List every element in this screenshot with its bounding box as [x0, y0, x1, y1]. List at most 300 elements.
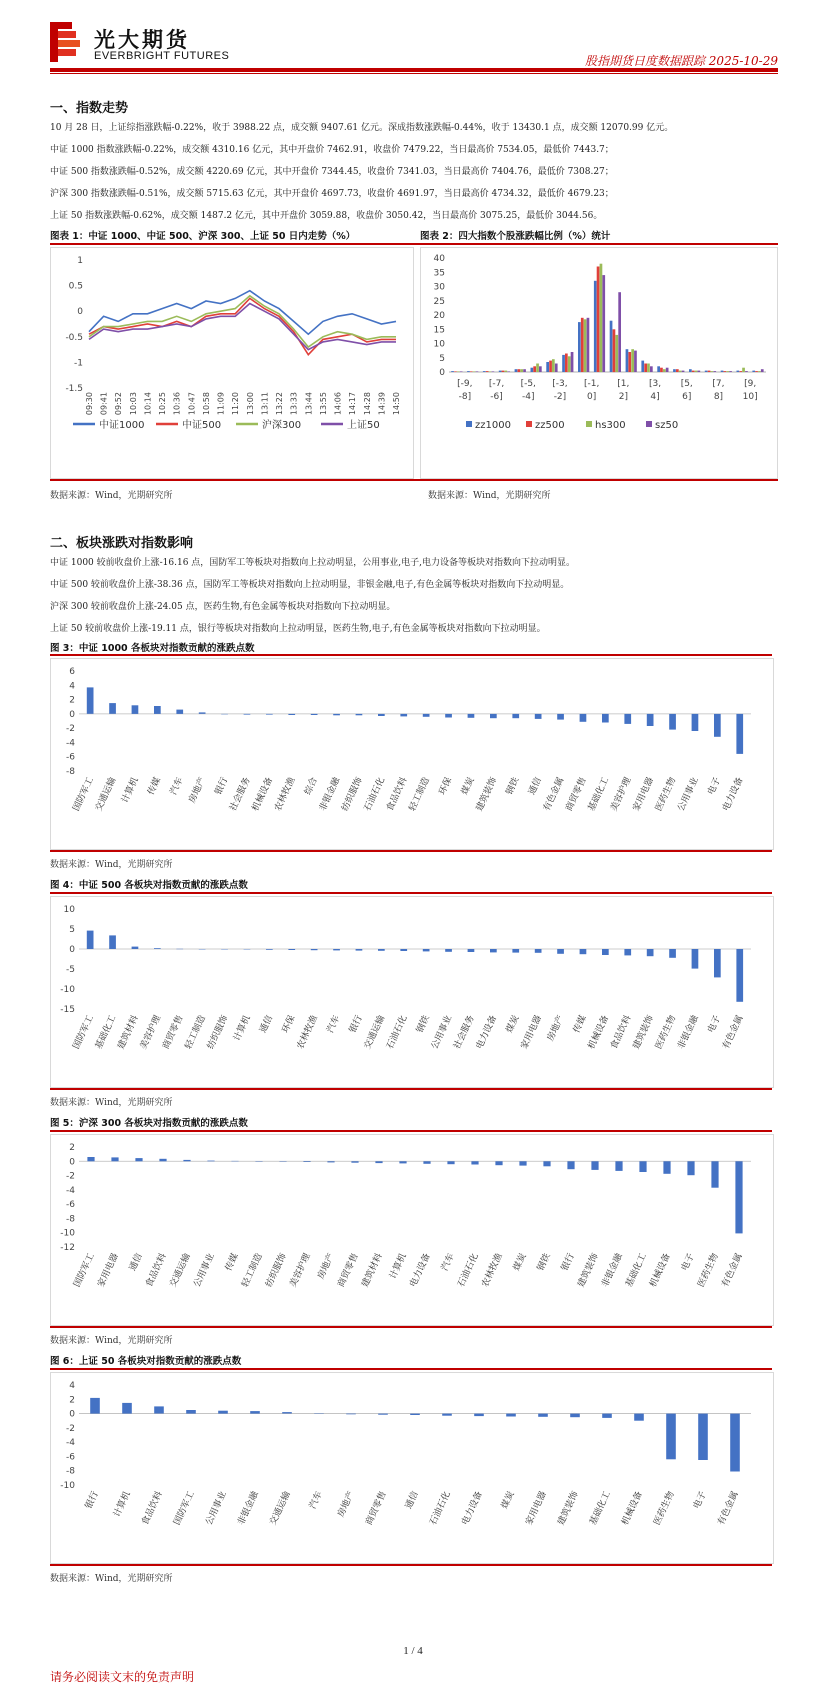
bar: [567, 1161, 574, 1169]
bar: [647, 949, 654, 956]
bar-zz1000: [705, 371, 708, 372]
legend-label: 上证50: [347, 420, 380, 431]
figure-title: 图表 1：中证 1000、中证 500、沪深 300、上证 50 日内走势（%）: [50, 231, 356, 242]
x-tick-label: 农林牧渔: [273, 776, 298, 813]
figure-divider: [50, 654, 772, 656]
x-tick-label: 有色金属: [720, 1252, 745, 1289]
x-tick-label: -6]: [490, 392, 503, 402]
bar: [663, 1161, 670, 1174]
bar-zz500: [644, 364, 647, 373]
x-tick-label: 09:41: [99, 392, 109, 416]
y-tick-label: 4: [69, 681, 75, 692]
data-source: 数据来源：Wind，光期研究所: [50, 1098, 173, 1108]
bar: [423, 714, 430, 717]
bar: [111, 1157, 118, 1161]
x-tick-label: 交通运输: [268, 1490, 293, 1527]
x-tick-label: 传媒: [146, 776, 164, 797]
x-tick-label: 汽车: [308, 1490, 325, 1511]
x-tick-label: 电子: [692, 1490, 709, 1511]
y-tick-label: -1: [74, 358, 83, 369]
figure-divider: [50, 243, 778, 245]
x-tick-label: 10:14: [143, 392, 153, 416]
bar: [711, 1161, 718, 1187]
x-tick-label: 农林牧渔: [295, 1014, 320, 1051]
bar-zz500: [470, 371, 473, 372]
y-tick-label: 2: [69, 1395, 75, 1406]
x-tick-label: 钢铁: [415, 1014, 432, 1035]
y-tick-label: -2: [66, 724, 75, 735]
x-tick-label: -2]: [553, 392, 567, 402]
section-title: 一、指数走势: [50, 101, 129, 116]
legend-label: 中证1000: [99, 420, 145, 431]
x-tick-label: 电力设备: [408, 1252, 433, 1289]
paragraph: 10 月 28 日，上证综指涨跌幅-0.22%，收于 3988.22 点，成交额 9407.61 亿元。深成指数涨跌幅-0.44%，收于 13430.1 点，成交额 12070.99 亿元。: [50, 123, 674, 133]
bar-zz1000: [641, 361, 644, 372]
bar: [351, 1161, 358, 1162]
x-tick-label: 银行: [348, 1014, 365, 1035]
bar-zz1000: [531, 368, 534, 372]
bar-hs300: [647, 364, 650, 373]
x-tick-label: 14:28: [362, 392, 372, 416]
x-tick-label: 房地产: [187, 776, 208, 805]
x-tick-label: 2]: [618, 392, 628, 402]
paragraph: 中证 500 较前收盘价上涨-38.36 点，国防军工等板块对指数向上拉动明显，非银金融,电子,有色金属等板块对指数向下拉动明显。: [50, 580, 570, 590]
bar: [399, 1161, 406, 1163]
x-tick-label: [-7,: [488, 379, 505, 389]
x-tick-label: 煤炭: [500, 1490, 517, 1511]
figure-divider: [50, 1088, 772, 1090]
x-tick-label: 轻工制造: [183, 1014, 208, 1051]
y-tick-label: 5: [69, 925, 75, 935]
x-tick-label: 电力设备: [721, 776, 746, 813]
bar-sz50: [492, 371, 495, 372]
bar-hs300: [679, 371, 682, 372]
x-tick-label: 石油石化: [428, 1490, 453, 1527]
page-number: 1 / 4: [403, 1645, 423, 1657]
x-tick-label: 建筑装饰: [631, 1014, 656, 1051]
figure-divider: [50, 850, 772, 852]
x-tick-label: 基础化工: [588, 1490, 613, 1527]
bar: [423, 1161, 430, 1164]
x-tick-label: 美容护理: [288, 1252, 313, 1289]
bar-zz1000: [451, 371, 454, 372]
data-source: 数据来源：Wind，光期研究所: [50, 860, 173, 870]
x-tick-label: 13:44: [304, 392, 314, 416]
y-tick-label: -0.5: [65, 332, 83, 343]
x-tick-label: 有色金属: [542, 776, 567, 813]
x-tick-label: 交通运输: [94, 776, 119, 813]
x-tick-label: 纺织服饰: [340, 776, 365, 813]
figure-divider: [50, 1326, 772, 1328]
bar: [288, 949, 295, 950]
bar: [333, 714, 340, 715]
bar: [557, 949, 564, 954]
bar: [282, 1412, 292, 1413]
x-tick-label: 国防军工: [71, 776, 96, 813]
bar-hs300: [489, 371, 492, 372]
x-tick-label: 11:20: [231, 392, 241, 416]
bar: [736, 714, 743, 754]
x-tick-label: 纺织服饰: [264, 1252, 289, 1289]
bar-zz500: [533, 366, 536, 372]
disclaimer-link[interactable]: 请务必阅读文末的免责声明: [50, 1670, 195, 1684]
bar: [122, 1403, 132, 1414]
x-tick-label: 传媒: [224, 1252, 241, 1273]
bar-zz1000: [594, 281, 597, 372]
bar: [468, 714, 475, 718]
y-tick-label: -8: [66, 1214, 75, 1225]
x-tick-label: 电力设备: [460, 1490, 485, 1527]
x-tick-label: 社会服务: [452, 1014, 477, 1051]
x-tick-label: 综合: [303, 776, 320, 797]
bar: [87, 931, 94, 949]
x-tick-label: 10:03: [128, 392, 138, 416]
bar-sz50: [523, 369, 526, 372]
x-tick-label: 基础化工: [624, 1252, 649, 1289]
x-tick-label: 美容护理: [609, 776, 634, 813]
x-tick-label: 13:33: [289, 392, 299, 416]
x-tick-label: 公用事业: [192, 1252, 217, 1289]
bar-zz1000: [499, 371, 502, 372]
x-tick-label: 公用事业: [204, 1490, 229, 1527]
series-line-2: [89, 296, 396, 347]
bar: [669, 949, 676, 958]
x-tick-label: 建筑材料: [360, 1252, 385, 1289]
x-tick-label: 13:55: [318, 392, 328, 416]
x-tick-label: 09:52: [114, 392, 124, 416]
x-tick-label: 机械设备: [648, 1252, 673, 1289]
bar-zz500: [518, 369, 521, 372]
bar-hs300: [552, 359, 555, 372]
bar: [87, 1157, 94, 1161]
bar: [311, 949, 318, 950]
x-tick-label: 8]: [713, 392, 724, 402]
bar: [495, 1161, 502, 1165]
x-tick-label: 建筑材料: [116, 1014, 141, 1051]
bar: [400, 714, 407, 717]
bar-sz50: [729, 371, 732, 372]
y-tick-label: -10: [60, 985, 75, 995]
bar-zz1000: [562, 355, 565, 372]
bar-zz500: [486, 371, 489, 372]
figure-title: 图 5：沪深 300 各板块对指数贡献的涨跌点数: [50, 1118, 248, 1129]
x-tick-label: 有色金属: [716, 1490, 741, 1527]
y-tick-label: 5: [439, 353, 445, 364]
x-tick-label: -4]: [522, 392, 535, 402]
y-tick-label: 0: [69, 945, 75, 955]
x-tick-label: 家用电器: [631, 776, 656, 813]
bar-zz1000: [578, 322, 581, 372]
x-tick-label: 农林牧渔: [480, 1252, 505, 1289]
bar: [624, 949, 631, 955]
x-tick-label: 机械设备: [586, 1014, 612, 1051]
x-tick-label: 钢铁: [504, 776, 522, 797]
bar: [356, 949, 363, 951]
bar: [176, 710, 183, 714]
x-tick-label: 10:36: [172, 392, 182, 416]
logo-icon: [50, 22, 80, 62]
bar: [132, 705, 139, 714]
bar: [557, 714, 564, 720]
bar-zz500: [597, 267, 600, 373]
y-tick-label: -4: [66, 738, 75, 749]
x-tick-label: -8]: [458, 392, 472, 402]
x-tick-label: 商贸零售: [564, 776, 589, 813]
figure-title: 图 6：上证 50 各板块对指数贡献的涨跌点数: [50, 1356, 242, 1367]
legend-label: zz500: [535, 420, 565, 431]
bar: [109, 935, 116, 949]
y-tick-label: -6: [66, 1200, 75, 1211]
x-tick-label: 美容护理: [138, 1014, 164, 1051]
x-tick-label: 纺织服饰: [206, 1014, 231, 1051]
bar-sz50: [650, 366, 653, 372]
x-tick-label: 计算机: [112, 1490, 133, 1519]
y-tick-label: 1: [77, 256, 83, 266]
x-tick-label: 建筑装饰: [576, 1252, 601, 1289]
bar-hs300: [584, 319, 587, 372]
bar: [109, 703, 116, 714]
bar-zz1000: [689, 369, 692, 372]
bar-zz1000: [737, 371, 740, 372]
intraday-line-chart: [50, 247, 414, 479]
x-tick-label: 国防军工: [72, 1252, 97, 1289]
x-tick-label: 银行: [560, 1252, 577, 1273]
bar: [666, 1414, 676, 1460]
paragraph: 沪深 300 较前收盘价上涨-24.05 点，医药生物,有色金属等板块对指数向下拉动明显。: [50, 602, 396, 612]
bar-sz50: [634, 351, 637, 372]
bar-sz50: [571, 352, 574, 372]
x-tick-label: 14:06: [333, 392, 343, 416]
bar-zz1000: [626, 349, 629, 372]
x-tick-label: 计算机: [232, 1014, 253, 1043]
legend-swatch: [526, 421, 532, 427]
x-tick-label: 6]: [682, 392, 692, 402]
bar-hs300: [473, 371, 476, 372]
y-tick-label: -8: [66, 1466, 75, 1477]
x-tick-label: 建筑装饰: [556, 1490, 581, 1527]
y-tick-label: 0: [69, 709, 75, 720]
bar-hs300: [631, 349, 634, 372]
legend-label: hs300: [595, 420, 626, 431]
x-tick-label: 家用电器: [96, 1252, 121, 1289]
bar: [375, 1161, 382, 1163]
bar-sz50: [507, 371, 510, 372]
x-tick-label: 10:58: [201, 392, 211, 416]
legend-label: zz1000: [475, 420, 511, 431]
bar: [410, 1414, 420, 1415]
bar-zz500: [724, 371, 727, 372]
bar: [714, 714, 721, 737]
y-tick-label: 20: [433, 311, 445, 321]
bar-hs300: [505, 371, 508, 372]
x-tick-label: 09:30: [85, 392, 94, 416]
bar: [186, 1410, 196, 1414]
x-tick-label: 环保: [280, 1014, 298, 1035]
x-tick-label: 医药生物: [652, 1490, 677, 1527]
bar-hs300: [711, 371, 714, 372]
series-line-0: [89, 291, 396, 335]
figure-divider: [50, 1130, 772, 1132]
x-tick-label: [-9,: [457, 379, 473, 389]
bar: [735, 1161, 742, 1233]
x-tick-label: 电子: [706, 1014, 724, 1035]
x-tick-label: 电子: [706, 776, 724, 797]
figure-title: 图表 2：四大指数个股涨跌幅比例（%）统计: [420, 231, 611, 242]
bar: [687, 1161, 694, 1175]
bar: [378, 949, 385, 951]
bar: [154, 948, 161, 949]
y-tick-label: -2: [66, 1423, 75, 1434]
bar: [207, 1161, 214, 1162]
bar: [624, 714, 631, 724]
bar: [615, 1161, 622, 1171]
bar: [400, 949, 407, 951]
x-tick-label: 银行: [213, 776, 231, 797]
paragraph: 上证 50 较前收盘价上涨-19.11 点，银行等板块对指数向上拉动明显，医药生物,电子,有色金属等板块对指数向下拉动明显。: [50, 624, 546, 634]
y-tick-label: -15: [60, 1005, 75, 1015]
x-tick-label: 房地产: [336, 1490, 357, 1519]
x-tick-label: 食品饮料: [140, 1490, 165, 1527]
x-tick-label: 传媒: [572, 1014, 589, 1035]
y-tick-label: -5: [66, 965, 75, 975]
bar-sz50: [698, 371, 701, 372]
bar: [580, 949, 587, 954]
bar: [490, 949, 497, 952]
bar-hs300: [568, 356, 571, 372]
x-tick-label: 房地产: [316, 1252, 337, 1281]
bar-zz1000: [467, 371, 470, 372]
series-line-1: [89, 298, 396, 354]
x-tick-label: [1,: [617, 379, 630, 389]
bar: [266, 714, 273, 715]
bar: [490, 714, 497, 718]
y-tick-label: 40: [433, 254, 445, 264]
bar: [154, 1406, 164, 1413]
x-tick-label: 交通运输: [168, 1252, 193, 1289]
x-tick-label: 电子: [680, 1252, 697, 1273]
bar: [346, 1414, 356, 1415]
bar-sz50: [460, 371, 463, 372]
bar-zz1000: [721, 371, 724, 372]
bar: [647, 714, 654, 726]
bar-sz50: [618, 292, 621, 372]
data-source: 数据来源：Wind，光期研究所: [428, 491, 551, 501]
paragraph: 中证 1000 较前收盘价上涨-16.16 点，国防军工等板块对指数向上拉动明显，公用事业,电子,电力设备等板块对指数向下拉动明显。: [50, 558, 576, 568]
bar: [378, 714, 385, 716]
x-tick-label: 煤炭: [512, 1252, 529, 1273]
y-tick-label: 10: [433, 339, 445, 350]
bar: [519, 1161, 526, 1165]
y-tick-label: 35: [433, 268, 445, 279]
x-tick-label: 11:09: [216, 392, 226, 416]
bar: [327, 1161, 334, 1162]
bar-sz50: [761, 369, 764, 372]
header-divider: [50, 68, 778, 72]
x-tick-label: 房地产: [545, 1014, 567, 1043]
bar-sz50: [666, 368, 669, 372]
bar: [512, 949, 519, 953]
y-tick-label: 10: [63, 905, 75, 915]
bar-sz50: [713, 371, 716, 372]
bar: [669, 714, 676, 730]
bar-hs300: [695, 371, 698, 372]
bar: [423, 949, 430, 951]
bar: [538, 1414, 548, 1417]
brand-name-en: EVERBRIGHT FUTURES: [94, 50, 230, 62]
x-tick-label: 家用电器: [524, 1490, 549, 1527]
x-tick-label: 医药生物: [696, 1252, 721, 1289]
bar-sz50: [587, 318, 590, 372]
y-tick-label: 0.5: [68, 281, 83, 292]
x-tick-label: 电力设备: [474, 1014, 500, 1051]
bar-zz500: [613, 329, 616, 372]
x-tick-label: 煤炭: [460, 776, 477, 797]
bar: [218, 1411, 228, 1414]
bar: [250, 1411, 260, 1414]
bar: [714, 949, 721, 977]
paragraph: 中证 1000 指数涨跌幅-0.22%，成交额 4310.16 亿元，其中开盘价 7462.91，收盘价 7479.22，当日最高价 7534.05，最低价 7443.7；: [50, 145, 614, 155]
data-source: 数据来源：Wind，光期研究所: [50, 1574, 173, 1584]
bar-zz500: [565, 354, 568, 373]
bar: [639, 1161, 646, 1172]
bar-sz50: [539, 366, 542, 372]
bar: [183, 1160, 190, 1161]
y-tick-label: 0: [69, 1409, 75, 1420]
bar: [447, 1161, 454, 1164]
y-tick-label: -4: [66, 1185, 75, 1196]
bar-zz1000: [546, 362, 549, 372]
x-tick-label: 社会服务: [228, 776, 253, 813]
x-tick-label: 通信: [258, 1014, 276, 1035]
x-tick-label: [7,: [712, 379, 725, 389]
bar-zz500: [708, 371, 711, 372]
y-tick-label: 4: [69, 1381, 75, 1391]
legend-label: sz50: [655, 420, 679, 431]
y-tick-label: -10: [60, 1481, 75, 1491]
x-tick-label: 石油石化: [456, 1252, 481, 1289]
x-tick-label: 计算机: [120, 776, 141, 805]
x-tick-label: [5,: [680, 379, 693, 389]
x-tick-label: 食品饮料: [609, 1014, 634, 1051]
figure-divider: [50, 479, 778, 481]
x-tick-label: 商贸零售: [364, 1490, 389, 1527]
y-tick-label: 0: [77, 307, 83, 318]
bar: [159, 1159, 166, 1162]
bar: [506, 1414, 516, 1417]
bar-hs300: [457, 371, 460, 372]
x-tick-label: 有色金属: [721, 1014, 746, 1051]
bar: [378, 1414, 388, 1415]
bar: [135, 1158, 142, 1161]
bar: [244, 714, 251, 715]
bar: [570, 1414, 580, 1418]
bar: [692, 714, 699, 731]
bar-zz500: [739, 371, 742, 372]
bar-zz1000: [610, 321, 613, 372]
y-tick-label: -4: [66, 1438, 75, 1449]
y-tick-label: 25: [433, 296, 445, 307]
x-tick-label: 通信: [128, 1252, 145, 1273]
x-tick-label: 煤炭: [504, 1014, 522, 1035]
figure-divider: [50, 1564, 772, 1566]
bar: [580, 714, 587, 722]
x-tick-label: 机械设备: [620, 1490, 645, 1527]
y-tick-label: -8: [66, 767, 75, 777]
x-tick-label: 通信: [527, 776, 544, 797]
x-tick-label: [3,: [648, 379, 662, 389]
bar-sz50: [555, 364, 558, 373]
bar: [602, 714, 609, 723]
